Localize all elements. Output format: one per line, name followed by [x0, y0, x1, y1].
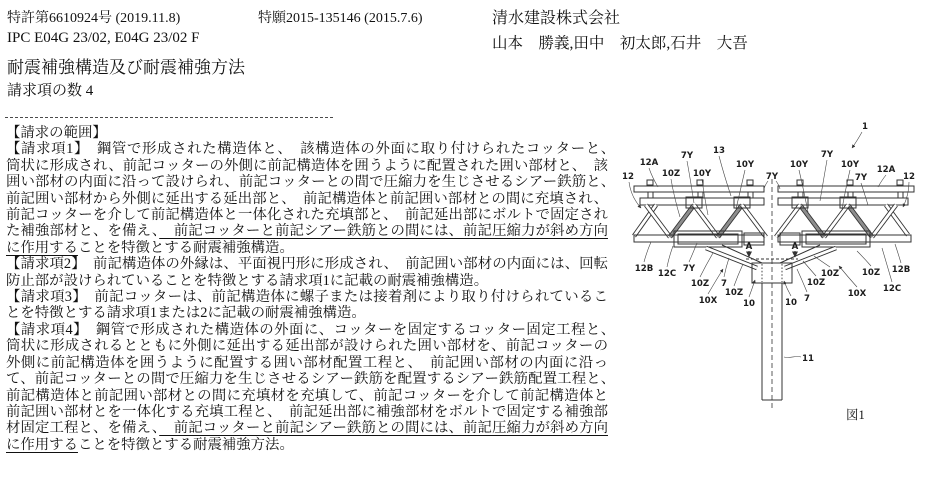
figure-label-12B: 12B [891, 265, 911, 275]
leader-lines [629, 132, 909, 358]
figure-label-10Z: 10Z [661, 169, 681, 179]
figure-label-10: 10 [785, 298, 797, 308]
figure-label-10: 10 [743, 299, 755, 309]
figure-label-10Y: 10Y [789, 160, 809, 170]
claims-heading: 【請求の範囲】 [6, 125, 107, 141]
figure-label-7Y: 7Y [820, 150, 834, 160]
figure-label-7Y: 7Y [680, 151, 694, 161]
patent-number: 特許第6610924号 (2019.11.8) [7, 11, 181, 26]
gusset-boxes [686, 197, 856, 208]
figure-label-7: 7 [721, 279, 727, 289]
dashed-separator [5, 117, 333, 118]
figure-labels [622, 122, 915, 364]
figure-label-12: 12 [622, 172, 634, 182]
truss-diagonals [634, 205, 908, 237]
figure-label-10Y: 10Y [840, 160, 860, 170]
figure-label-11: 11 [802, 354, 814, 364]
figure-label-12A: 12A [639, 158, 659, 168]
claim-text-segment: 【請求項2】 前記構造体の外縁は、平面視円形に形成され、 前記囲い部材の内面には、回転防止部が設けられていることを特徴とする請求項1に記載の耐震補強構造。 [6, 256, 608, 289]
figure-label-12: 12 [903, 172, 915, 182]
figure-1-drawing [616, 117, 944, 425]
figure-label-13: 13 [713, 146, 725, 156]
claim-text-segment: 【請求項4】 鋼管で形成された構造体の外面に、コッターを固定するコッター固定工程と、 筒状に形成されるとともに外側に延出する延出部が設けられた囲い部材を、前記コッターの外側に前記構造体を囲うように配置する囲い部材配置工程と、 前記囲い部材の内面に沿って、前記コッターとの間で圧縮力を生じさせるシアー鉄筋を配置するシアー鉄筋配置工程と、 前記構造体と前記囲い部材との間に充填材を充填して、前記コッターを介して前記構造体と前記囲い部材とを一体化する充填工程と、 前記延出部に補強部材をボルトで固定する補強部材固定工程と、を備え、 [6, 321, 623, 437]
figure-label-7: 7 [804, 294, 810, 304]
claims-section [6, 122, 944, 453]
invention-title: 耐震補強構造及び耐震補強方法 [7, 58, 245, 77]
application-number: 特願2015-135146 (2015.7.6) [258, 11, 423, 26]
figure-label-1: 1 [862, 122, 868, 132]
figure-caption: 図1 [846, 408, 865, 422]
claim-text-segment: 【請求項1】 鋼管で形成された構造体と、 該構造体の外面に取り付けられたコッターと、 筒状に形成され、前記コッターの外側に前記構造体を囲うように配置された囲い部材と、 該囲い部材の内面に沿って設けられ、前記コッターとの間で圧縮力を生じさせるシアー鉄筋と、 前記囲い部材から外側に延出する延出部と、 前記構造体と前記囲い部材との間に充填され、前記コッターを介して前記構造体と一体化された充填部と、 前記延出部にボルトで固定された補強部材と、を備え、 [6, 141, 623, 240]
top-rail-left [634, 186, 764, 192]
figure-label-A: A [745, 242, 753, 252]
figure-label-10Z: 10Z [820, 269, 840, 279]
figure-label-12C: 12C [657, 269, 677, 279]
claims-count: 請求項の数 4 [7, 83, 94, 99]
figure-label-A: A [791, 242, 799, 252]
claim-text-segment: ことを特徴とする耐震補強構造。 [77, 239, 294, 256]
figure-label-10Z: 10Z [690, 279, 710, 289]
figure-label-10Z: 10Z [806, 278, 826, 288]
bottom-rail-right [778, 235, 911, 242]
ipc-classification: IPC E04G 23/02, E04G 23/02 F [7, 30, 200, 46]
claim-text-segment: ことを特徴とする耐震補強方法。 [77, 436, 294, 453]
funnel-braces [706, 245, 836, 268]
figure-label-12C: 12C [882, 284, 902, 294]
claim-text-segment: 前記コッターと前記シアー鉄筋との間には、前記圧縮力が斜め方向に作用する [6, 420, 608, 453]
figure-label-10Y: 10Y [692, 169, 712, 179]
figure-label-12B: 12B [634, 264, 654, 274]
assignee-name: 清水建設株式会社 [492, 10, 621, 27]
figure-label-10Z: 10Z [861, 268, 881, 278]
figure-label-10X: 10X [698, 296, 718, 306]
figure-label-10Z: 10Z [724, 288, 744, 298]
figure-label-12A: 12A [876, 165, 896, 175]
figure-label-7Y: 7Y [765, 172, 779, 182]
figure-label-10Y: 10Y [735, 160, 755, 170]
figure-label-10X: 10X [847, 289, 867, 299]
claim-text-segment: 【請求項3】 前記コッターは、前記構造体に螺子または接着剤により取り付けられていることを特徴とする請求項1または2に記載の耐震補強構造。 [6, 289, 608, 322]
patent-figure [616, 117, 944, 425]
figure-label-7Y: 7Y [682, 264, 696, 274]
claim-text-segment: 前記コッターと前記シアー鉄筋との間には、前記圧縮力が斜め方向に作用する [6, 223, 608, 256]
inventor-names: 山本 勝義,田中 初太郎,石井 大吾 [492, 35, 748, 52]
figure-label-7Y: 7Y [854, 173, 868, 183]
